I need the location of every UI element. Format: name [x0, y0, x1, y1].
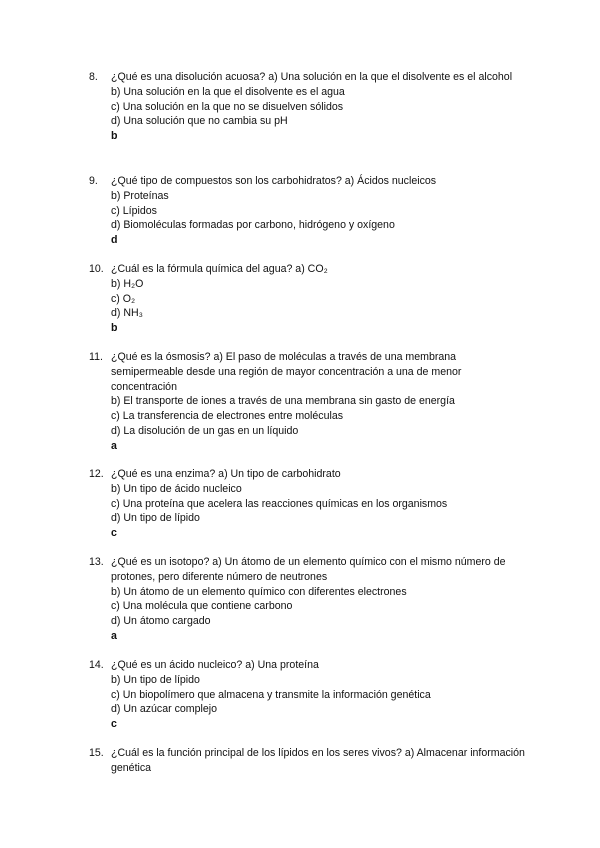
option-b: b) Un átomo de un elemento químico con diferentes electrones: [111, 585, 407, 598]
question-9: [89, 174, 529, 248]
question-text: ¿Qué es un isotopo? a) Un átomo de un elemento químico con el mismo número de protones, pero diferente número de neutrones: [111, 556, 506, 583]
question-text: ¿Qué es una disolución acuosa? a) Una solución en la que el disolvente es el alcohol: [111, 71, 513, 83]
question-number: 10.: [89, 263, 104, 275]
option-c: c) La transferencia de electrones entre moléculas: [111, 410, 344, 423]
option-d: d) Un átomo cargado: [111, 615, 211, 628]
option-d: d) Un tipo de lípido: [111, 512, 200, 525]
question-stem: [89, 555, 529, 585]
answer-key: b: [111, 322, 118, 335]
question-stem: [89, 70, 529, 85]
option-b: b) Un tipo de lípido: [111, 673, 200, 686]
option-c: c) Una solución en la que no se disuelven sólidos: [111, 100, 344, 113]
question-12: [89, 467, 529, 541]
option-b: b) El transporte de iones a través de una membrana sin gasto de energía: [111, 395, 455, 408]
option-c: c) Un biopolímero que almacena y transmite la información genética: [111, 688, 431, 701]
answer-key: c: [111, 718, 117, 731]
question-text: ¿Qué tipo de compuestos son los carbohidratos? a) Ácidos nucleicos: [111, 175, 437, 187]
option-d: d) La disolución de un gas en un líquido: [111, 424, 299, 437]
question-text: ¿Cuál es la fórmula química del agua? a) CO₂: [111, 263, 328, 275]
answer-key: c: [111, 527, 117, 540]
question-text: ¿Qué es la ósmosis? a) El paso de moléculas a través de una membrana semipermeable desde una región de mayor concentración a una de menor concentración: [111, 351, 462, 393]
question-14: [89, 658, 529, 732]
option-d: d) Biomoléculas formadas por carbono, hidrógeno y oxígeno: [111, 219, 395, 232]
question-stem: [89, 658, 529, 673]
option-d: d) Una solución que no cambia su pH: [111, 115, 288, 128]
option-d: d) NH₃: [111, 307, 143, 320]
option-b: b) Un tipo de ácido nucleico: [111, 482, 242, 495]
question-10: [89, 262, 529, 336]
question-stem: [89, 350, 529, 394]
option-c: c) O₂: [111, 292, 136, 305]
question-number: 13.: [89, 556, 104, 568]
answer-key: a: [111, 629, 117, 642]
option-b: b) H₂O: [111, 277, 144, 290]
question-13: [89, 555, 529, 644]
question-number: 14.: [89, 659, 104, 671]
question-number: 11.: [89, 351, 103, 363]
question-stem: [89, 467, 529, 482]
option-d: d) Un azúcar complejo: [111, 703, 217, 716]
answer-key: d: [111, 234, 118, 247]
question-11: [89, 350, 529, 454]
question-15: [89, 746, 529, 776]
question-number: 12.: [89, 468, 104, 480]
question-number: 8.: [89, 71, 98, 83]
answer-key: a: [111, 439, 117, 452]
question-stem: [89, 746, 529, 776]
question-text: ¿Qué es una enzima? a) Un tipo de carbohidrato: [111, 468, 341, 480]
answer-key: b: [111, 130, 118, 143]
option-c: c) Una proteína que acelera las reacciones químicas en los organismos: [111, 497, 448, 510]
question-text: ¿Qué es un ácido nucleico? a) Una proteína: [111, 659, 319, 671]
option-b: b) Proteínas: [111, 189, 169, 202]
question-stem: [89, 262, 529, 277]
question-number: 15.: [89, 747, 104, 759]
option-b: b) Una solución en la que el disolvente es el agua: [111, 85, 345, 98]
question-stem: [89, 174, 529, 189]
question-number: 9.: [89, 175, 98, 187]
option-c: c) Una molécula que contiene carbono: [111, 600, 293, 613]
option-c: c) Lípidos: [111, 204, 157, 217]
question-8: [89, 70, 529, 144]
question-text: ¿Cuál es la función principal de los lípidos en los seres vivos? a) Almacenar información genética: [111, 747, 525, 774]
